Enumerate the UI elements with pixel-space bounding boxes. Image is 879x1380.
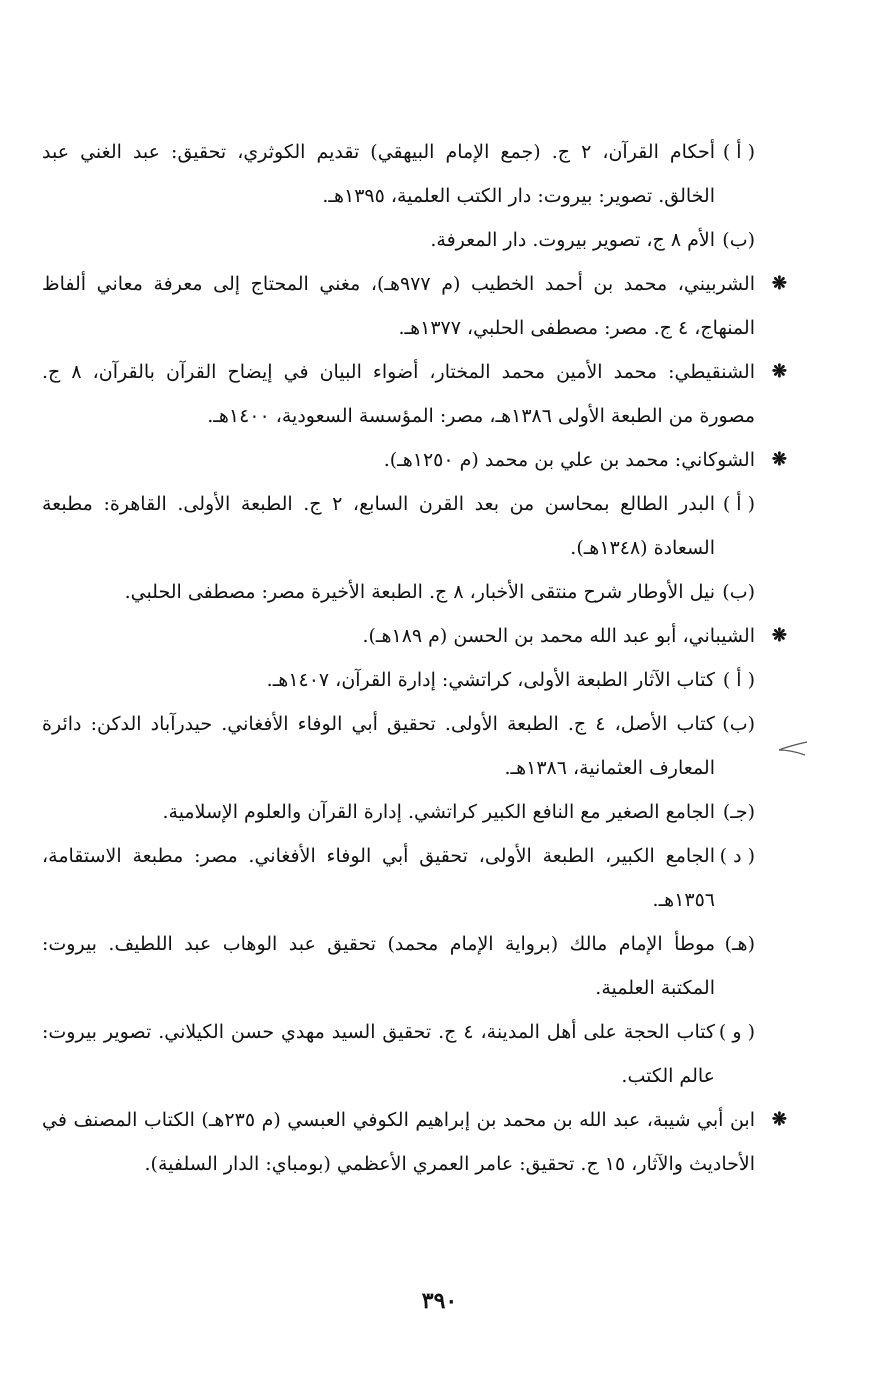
bibliography-subentry	[42, 834, 787, 922]
bibliography-subentry	[42, 482, 787, 570]
entry-text: أحكام القرآن، ٢ ج. (جمع الإمام البيهقي) تقديم الكوثري، تحقيق: عبد الغني عبد الخالق. تصوير: بيروت: دار الكتب العلمية، ١٣٩٥هـ.	[42, 141, 715, 207]
asterisk-icon: ❋	[771, 449, 787, 470]
entry-marker: (ب)	[722, 229, 755, 251]
bibliography-list	[42, 130, 787, 1186]
bibliography-entry	[42, 438, 787, 482]
entry-text: الشوكاني: محمد بن علي بن محمد (م ١٢٥٠هـ).	[383, 449, 755, 471]
entry-text: الأم ٨ ج، تصوير بيروت. دار المعرفة.	[430, 229, 715, 251]
entry-text: موطأ الإمام مالك (برواية الإمام محمد) تحقيق عبد الوهاب عبد اللطيف. بيروت: المكتبة العلمية.	[42, 933, 715, 999]
entry-marker: (هـ)	[724, 933, 755, 955]
asterisk-icon: ❋	[771, 1109, 787, 1130]
bibliography-subentry	[42, 702, 787, 790]
entry-text: الشربيني، محمد بن أحمد الخطيب (م ٩٧٧هـ)، مغني المحتاج إلى معرفة معاني ألفاظ المنهاج، ٤ ج. مصر: مصطفى الحلبي، ١٣٧٧هـ.	[42, 273, 755, 339]
bibliography-entry	[42, 1098, 787, 1186]
bibliography-subentry	[42, 130, 787, 218]
entry-text: الشنقيطي: محمد الأمين محمد المختار، أضواء البيان في إيضاح القرآن بالقرآن، ٨ ج. مصورة من الطبعة الأولى ١٣٨٦هـ، مصر: المؤسسة السعودية، ١٤٠٠هـ.	[42, 361, 755, 427]
entry-text: الجامع الصغير مع النافع الكبير كراتشي. إدارة القرآن والعلوم الإسلامية.	[162, 801, 715, 823]
entry-text: ابن أبي شيبة، عبد الله بن محمد بن إبراهيم الكوفي العبسي (م ٢٣٥هـ) الكتاب المصنف في الأحاديث والآثار، ١٥ ج. تحقيق: عامر العمري الأعظمي (بومباي: الدار السلفية).	[42, 1109, 756, 1175]
entry-marker: ( أ )	[722, 493, 755, 515]
entry-marker: ( د )	[719, 845, 755, 867]
entry-text: كتاب الأصل، ٤ ج. الطبعة الأولى. تحقيق أبي الوفاء الأفغاني. حيدرآباد الدكن: دائرة المعارف العثمانية، ١٣٨٦هـ.	[42, 713, 715, 779]
asterisk-icon: ❋	[771, 273, 787, 294]
bibliography-subentry	[42, 790, 787, 834]
entry-text: الجامع الكبير، الطبعة الأولى، تحقيق أبي الوفاء الأفغاني. مصر: مطبعة الاستقامة، ١٣٥٦هـ.	[42, 845, 715, 911]
entry-text: كتاب الحجة على أهل المدينة، ٤ ج. تحقيق السيد مهدي حسن الكيلاني. تصوير بيروت: عالم الكتب.	[42, 1021, 716, 1087]
bibliography-subentry	[42, 658, 787, 702]
handwritten-margin-mark	[775, 738, 809, 758]
asterisk-icon: ❋	[771, 361, 787, 382]
asterisk-icon: ❋	[771, 625, 787, 646]
entry-text: الشيباني، أبو عبد الله محمد بن الحسن (م ١٨٩هـ).	[362, 625, 755, 647]
entry-text: البدر الطالع بمحاسن من بعد القرن السابع، ٢ ج. الطبعة الأولى. القاهرة: مطبعة السعادة (١٣٤٨هـ).	[42, 493, 715, 559]
entry-marker: (جـ)	[722, 801, 755, 823]
entry-marker: (ب)	[722, 713, 755, 735]
entry-text: نيل الأوطار شرح منتقى الأخبار، ٨ ج. الطبعة الأخيرة مصر: مصطفى الحلبي.	[124, 581, 715, 603]
bibliography-entry	[42, 262, 787, 350]
bibliography-subentry	[42, 218, 787, 262]
entry-marker: ( أ )	[722, 141, 755, 163]
bibliography-entry	[42, 350, 787, 438]
bibliography-subentry	[42, 1010, 787, 1098]
entry-marker: ( و )	[718, 1021, 755, 1043]
entry-marker: (ب)	[722, 581, 755, 603]
page-number: ٣٩٠	[421, 1288, 458, 1314]
bibliography-subentry	[42, 570, 787, 614]
bibliography-subentry	[42, 922, 787, 1010]
entry-text: كتاب الآثار الطبعة الأولى، كراتشي: إدارة القرآن، ١٤٠٧هـ.	[266, 669, 715, 691]
entry-marker: ( أ )	[722, 669, 755, 691]
bibliography-entry	[42, 614, 787, 658]
